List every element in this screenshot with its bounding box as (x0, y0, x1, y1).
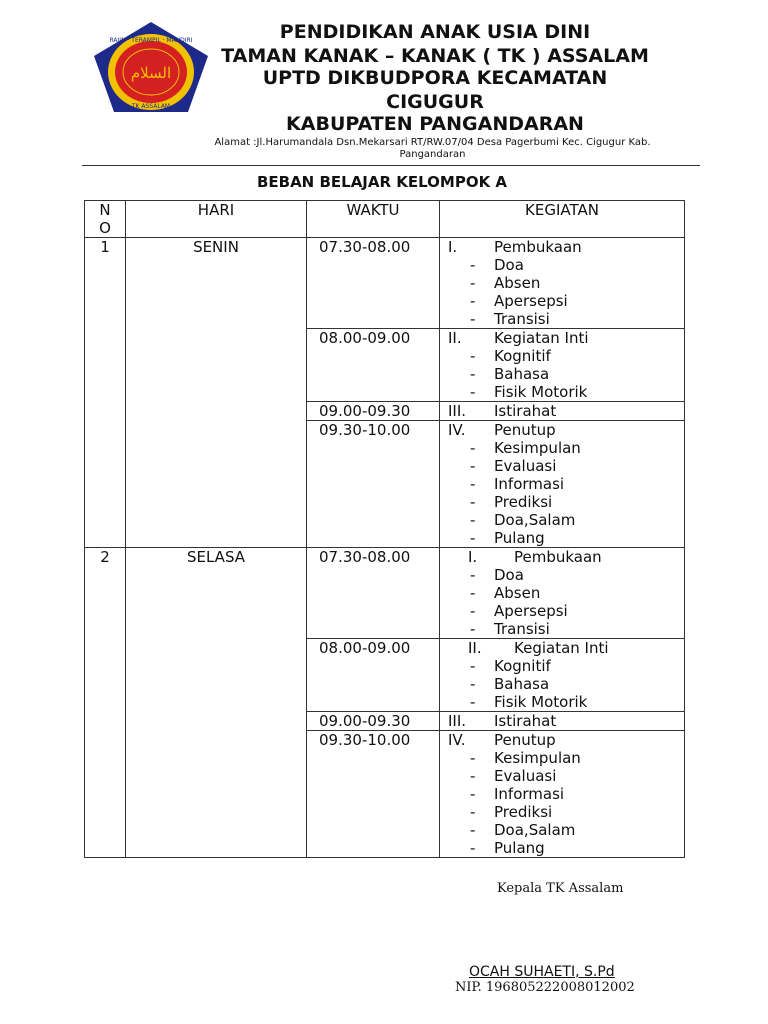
bullet-dash: - (470, 566, 476, 584)
bullet-dash: - (470, 439, 476, 457)
activity-title: Penutup (494, 421, 556, 439)
activity-item-text: Pulang (494, 529, 545, 547)
activity-item-text: Doa (494, 566, 524, 584)
bullet-dash: - (470, 310, 476, 328)
bullet-dash: - (470, 584, 476, 602)
activity-item-text: Informasi (494, 475, 565, 493)
activity-item (448, 292, 684, 310)
activity-number: II. (468, 639, 482, 657)
schedule-table (84, 200, 685, 858)
activity-item (448, 511, 684, 529)
activity-item (448, 529, 684, 547)
cell-kegiatan (440, 421, 685, 548)
activity-item-text: Kesimpulan (494, 439, 581, 457)
activity-item (448, 803, 684, 821)
activity-item-text: Evaluasi (494, 457, 557, 475)
header-divider (82, 165, 700, 166)
cell-no: 1 (85, 238, 126, 548)
activity-heading (448, 238, 684, 256)
cell-hari: SELASA (126, 548, 307, 858)
header-line-5: KABUPATEN PANGANDARAN (286, 113, 584, 135)
header-no-line-1: N (99, 201, 111, 219)
activity-item-text: Evaluasi (494, 767, 557, 785)
activity-item (448, 749, 684, 767)
activity-item (448, 657, 684, 675)
activity-item (448, 274, 684, 292)
activity-heading (448, 402, 684, 420)
activity-number: III. (448, 402, 467, 420)
bullet-dash: - (470, 475, 476, 493)
cell-kegiatan (440, 329, 685, 402)
activity-item-text: Transisi (494, 310, 550, 328)
activity-number: II. (448, 329, 462, 347)
cell-waktu: 08.00-09.00 (307, 639, 440, 712)
logo-calligraphy: السلام (130, 64, 172, 82)
cell-waktu: 07.30-08.00 (307, 238, 440, 329)
signature-nip: NIP. 196805222008012002 (455, 980, 635, 995)
activity-item (448, 767, 684, 785)
activity-item-text: Doa,Salam (494, 821, 576, 839)
bullet-dash: - (470, 602, 476, 620)
activity-item (448, 365, 684, 383)
bullet-dash: - (470, 657, 476, 675)
cell-waktu: 07.30-08.00 (307, 548, 440, 639)
cell-kegiatan (440, 639, 685, 712)
activity-item-text: Kesimpulan (494, 749, 581, 767)
activity-heading (448, 712, 684, 730)
bullet-dash: - (470, 767, 476, 785)
activity-title: Pembukaan (514, 548, 602, 566)
activity-item (448, 383, 684, 401)
bullet-dash: - (470, 803, 476, 821)
activity-item (448, 821, 684, 839)
cell-waktu: 09.00-09.30 (307, 712, 440, 731)
bullet-dash: - (470, 365, 476, 383)
activity-title: Kegiatan Inti (514, 639, 609, 657)
bullet-dash: - (470, 749, 476, 767)
bullet-dash: - (470, 511, 476, 529)
signature-name: OCAH SUHAETI, S.Pd (469, 964, 615, 980)
activity-item (448, 256, 684, 274)
activity-item (448, 839, 684, 857)
bullet-dash: - (470, 274, 476, 292)
bullet-dash: - (470, 620, 476, 638)
cell-kegiatan (440, 548, 685, 639)
header-kegiatan: KEGIATAN (440, 201, 685, 238)
header-no-line-2: O (99, 219, 111, 237)
activity-item (448, 620, 684, 638)
activity-number: IV. (448, 421, 466, 439)
activity-number: IV. (448, 731, 466, 749)
activity-item-text: Absen (494, 584, 541, 602)
address-line-1: Alamat :Jl.Harumandala Dsn.Mekarsari RT/RW.07/04 Desa Pagerbumi Kec. Cigugur Kab. (214, 137, 651, 148)
activity-item-text: Doa (494, 256, 524, 274)
activity-heading (448, 639, 684, 657)
activity-item (448, 475, 684, 493)
activity-number: III. (448, 712, 467, 730)
activity-item-text: Fisik Motorik (494, 383, 588, 401)
bullet-dash: - (470, 529, 476, 547)
address-line-2: Pangandaran (399, 149, 466, 160)
activity-item-text: Transisi (494, 620, 550, 638)
bullet-dash: - (470, 493, 476, 511)
activity-item-text: Prediksi (494, 803, 553, 821)
bullet-dash: - (470, 383, 476, 401)
activity-item (448, 602, 684, 620)
activity-item-text: Kognitif (494, 347, 551, 365)
activity-title: Kegiatan Inti (494, 329, 589, 347)
cell-kegiatan (440, 238, 685, 329)
activity-item-text: Pulang (494, 839, 545, 857)
address (180, 137, 685, 161)
activity-heading (448, 329, 684, 347)
cell-kegiatan (440, 712, 685, 731)
activity-item-text: Informasi (494, 785, 565, 803)
activity-title: Penutup (494, 731, 556, 749)
activity-item-text: Bahasa (494, 675, 550, 693)
activity-heading (448, 421, 684, 439)
activity-item-text: Prediksi (494, 493, 553, 511)
activity-heading (448, 731, 684, 749)
header-line-2: TAMAN KANAK – KANAK ( TK ) ASSALAM (221, 45, 649, 67)
cell-no: 2 (85, 548, 126, 858)
cell-waktu: 09.30-10.00 (307, 731, 440, 858)
signature-role: Kepala TK Assalam (497, 881, 624, 896)
header-hari: HARI (126, 201, 307, 238)
activity-item (448, 310, 684, 328)
bullet-dash: - (470, 693, 476, 711)
bullet-dash: - (470, 675, 476, 693)
activity-item-text: Absen (494, 274, 541, 292)
activity-number: I. (448, 238, 458, 256)
cell-waktu: 09.00-09.30 (307, 402, 440, 421)
activity-item-text: Apersepsi (494, 292, 568, 310)
logo-bottom-text: TK ASSALAM (131, 103, 171, 110)
activity-title: Pembukaan (494, 238, 582, 256)
header-line-4: CIGUGUR (386, 91, 484, 113)
activity-item (448, 347, 684, 365)
bullet-dash: - (470, 256, 476, 274)
activity-title: Istirahat (494, 712, 557, 730)
activity-title: Istirahat (494, 402, 557, 420)
activity-item (448, 493, 684, 511)
bullet-dash: - (470, 839, 476, 857)
activity-item (448, 457, 684, 475)
activity-item-text: Fisik Motorik (494, 693, 588, 711)
bullet-dash: - (470, 821, 476, 839)
activity-item (448, 675, 684, 693)
schedule-body (85, 238, 685, 858)
cell-kegiatan (440, 402, 685, 421)
bullet-dash: - (470, 785, 476, 803)
activity-item (448, 439, 684, 457)
activity-heading (448, 548, 684, 566)
cell-waktu: 08.00-09.00 (307, 329, 440, 402)
activity-item-text: Kognitif (494, 657, 551, 675)
table-row (85, 548, 685, 639)
bullet-dash: - (470, 347, 476, 365)
logo-top-text: RAJIN · TERAMPIL · MANDIRI (109, 37, 193, 44)
activity-item-text: Bahasa (494, 365, 550, 383)
header-line-1: PENDIDIKAN ANAK USIA DINI (279, 21, 591, 43)
activity-number: I. (468, 548, 478, 566)
activity-item (448, 785, 684, 803)
activity-item (448, 693, 684, 711)
cell-waktu: 09.30-10.00 (307, 421, 440, 548)
activity-item (448, 566, 684, 584)
table-header-row (85, 201, 685, 238)
header-no (85, 201, 126, 238)
table-title: BEBAN BELAJAR KELOMPOK A (256, 173, 508, 191)
table-row (85, 238, 685, 329)
activity-item-text: Doa,Salam (494, 511, 576, 529)
activity-item (448, 584, 684, 602)
cell-kegiatan (440, 731, 685, 858)
cell-hari: SENIN (126, 238, 307, 548)
header-line-3: UPTD DIKBUDPORA KECAMATAN (262, 67, 608, 89)
bullet-dash: - (470, 457, 476, 475)
activity-item-text: Apersepsi (494, 602, 568, 620)
header-waktu: WAKTU (307, 201, 440, 238)
bullet-dash: - (470, 292, 476, 310)
